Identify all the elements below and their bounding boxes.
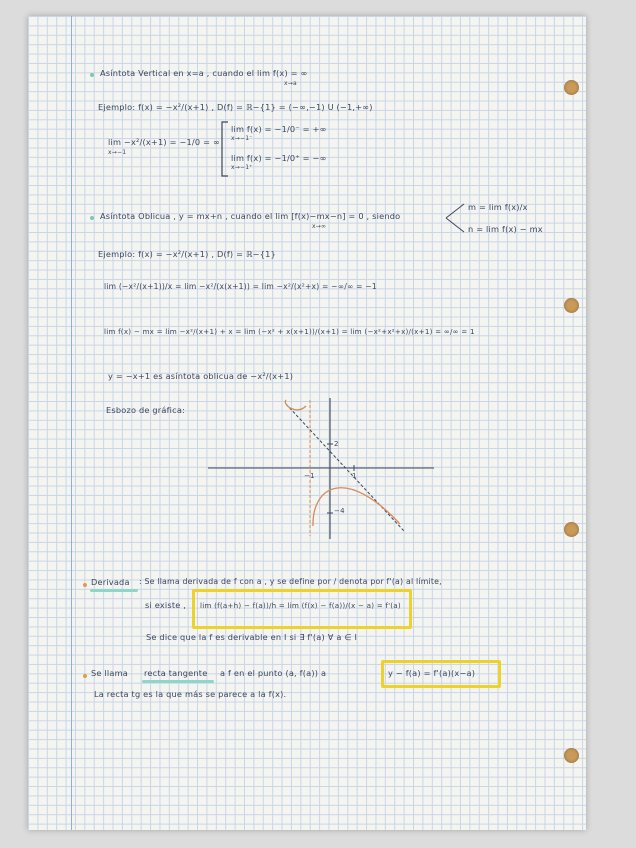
tangent-prefix: Se llama — [91, 668, 128, 678]
limit-subscript: x→∞ — [312, 223, 327, 230]
binder-hole — [564, 522, 579, 537]
margin-line — [71, 16, 72, 830]
limit-subscript: x→−1⁻ — [231, 135, 253, 142]
n-definition: n = lim f(x) − mx — [468, 224, 543, 234]
example-1: Ejemplo: f(x) = −x²/(x+1) , D(f) = ℝ−{1} = (−∞,−1) U (−1,+∞) — [98, 102, 373, 112]
tangent-term: recta tangente — [144, 668, 208, 678]
m-definition: m = lim f(x)/x — [468, 202, 528, 212]
intercept-limit: lim f(x) − mx = lim −x²/(x+1) + x = lim (−x² + x(x+1))/(x+1) = lim (−x²+x²+x)/(x+1) = ∞/∞ = 1 — [104, 327, 475, 336]
notebook-page — [28, 16, 586, 830]
function-sketch — [206, 396, 436, 541]
binder-hole — [564, 748, 579, 763]
binder-hole — [564, 298, 579, 313]
binder-hole — [564, 80, 579, 95]
right-limit: lim f(x) = −1/0⁺ = −∞ — [231, 153, 327, 163]
derivative-term: Derivada — [91, 577, 130, 587]
left-limit: lim f(x) = −1/0⁻ = +∞ — [231, 124, 327, 134]
tangent-note: La recta tg es la que más se parece a la f(x). — [94, 689, 287, 699]
limit-subscript: x→a — [284, 80, 297, 87]
asymptote-conclusion: y = −x+1 es asíntota oblicua de −x²/(x+1) — [108, 371, 294, 381]
tangent-middle: a f en el punto (a, f(a)) a — [220, 668, 327, 678]
right-branch — [313, 488, 400, 526]
left-branch — [285, 400, 306, 410]
bullet-orange — [83, 674, 87, 678]
oblique-asymptote-title: Asíntota Oblicua , y = mx+n , cuando el lim [f(x)−mx−n] = 0 , siendo — [100, 211, 401, 221]
tick-label-xm1: −1 — [304, 472, 315, 480]
vertical-limit: lim −x²/(x+1) = −1/0 = ∞ — [108, 137, 220, 147]
slope-limit: lim (−x²/(x+1))/x = lim −x²/(x(x+1)) = lim −x²/(x²+x) = −∞/∞ = −1 — [104, 282, 377, 291]
split-arrows — [444, 200, 466, 236]
bullet-teal — [90, 73, 94, 77]
tangent-formula: y − f(a) = f'(a)(x−a) — [388, 668, 476, 678]
limit-subscript: x→−1⁺ — [231, 164, 253, 171]
si-existe: si existe , — [145, 600, 187, 610]
example-2: Ejemplo: f(x) = −x²/(x+1) , D(f) = ℝ−{1} — [98, 249, 276, 259]
bullet-teal — [90, 216, 94, 220]
vertical-asymptote-title: Asíntota Vertical en x=a , cuando el lim f(x) = ∞ — [100, 68, 308, 78]
tick-label-ym4: −4 — [334, 507, 345, 515]
term-underline — [142, 680, 214, 683]
derivative-formula: lim (f(a+h) − f(a))/h = lim (f(x) − f(a))/(x − a) = f'(a) — [200, 601, 401, 610]
brace — [218, 120, 230, 178]
sketch-label: Esbozo de gráfica: — [106, 405, 186, 415]
term-underline — [90, 589, 138, 592]
derivative-definition: : Se llama derivada de f con a , y se define por / denota por f'(a) al límite, — [139, 577, 442, 586]
tick-label-y2: 2 — [334, 440, 339, 448]
derivable-statement: Se dice que la f es derivable en I si ∃ f'(a) ∀ a ∈ I — [146, 632, 358, 642]
bullet-orange — [83, 583, 87, 587]
tick-label-x1: 1 — [352, 472, 357, 480]
limit-subscript: x→−1 — [108, 149, 127, 156]
